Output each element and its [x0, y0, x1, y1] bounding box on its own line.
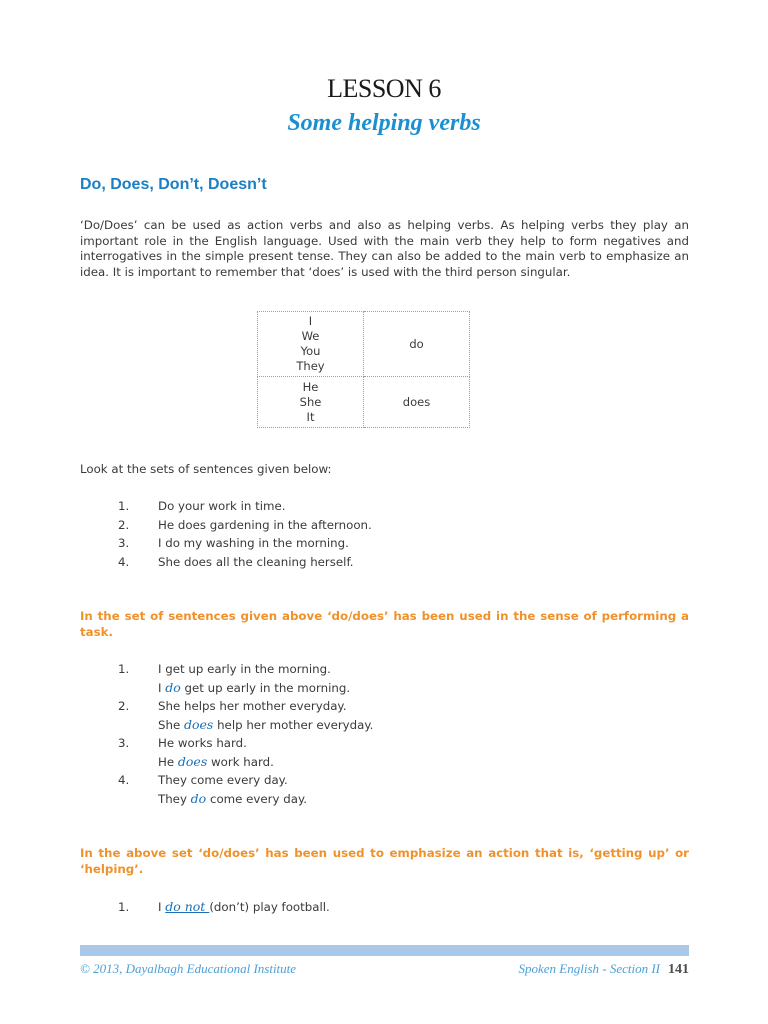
- handwritten-helper-verb: does: [177, 753, 208, 769]
- item-number: 1.: [118, 662, 130, 676]
- handwritten-helper-verb: do: [165, 679, 181, 695]
- table-row: [258, 312, 470, 377]
- text-post: come every day.: [206, 791, 308, 806]
- text-pre: I: [158, 680, 166, 695]
- text-pre: They: [158, 791, 191, 806]
- item-number: 3.: [118, 536, 130, 550]
- item-number: 2.: [118, 699, 130, 713]
- item-text: Do your work in time.: [158, 499, 286, 513]
- pronoun: They: [296, 359, 325, 373]
- item-text: She does all the cleaning herself.: [158, 554, 354, 569]
- item-text: [158, 790, 307, 809]
- item-text: He does gardening in the afternoon.: [158, 517, 372, 532]
- item-text: They come every day.: [158, 773, 288, 787]
- item-text: He works hard.: [158, 736, 247, 750]
- item-number: 2.: [118, 517, 130, 532]
- handwritten-helper-verb: do not: [165, 899, 210, 914]
- verb-cell: do: [364, 312, 470, 377]
- text-pre: I: [158, 900, 166, 914]
- item-number: 1.: [118, 900, 130, 914]
- item-text: [158, 898, 330, 917]
- text-post: get up early in the morning.: [180, 680, 351, 695]
- item-text: [158, 679, 350, 698]
- text-post: (don’t) play football.: [209, 900, 330, 914]
- text-pre: She: [158, 717, 184, 732]
- note-performing-task: In the set of sentences given above ‘do/does’ has been used in the sense of performing a task.: [80, 609, 689, 639]
- pronoun: You: [300, 344, 321, 358]
- verb-cell: does: [364, 377, 470, 428]
- item-text: [158, 753, 274, 772]
- text-post: work hard.: [207, 754, 274, 769]
- lesson-subtitle: Some helping verbs: [287, 110, 481, 136]
- footer-section: [518, 961, 689, 978]
- item-text: She helps her mother everyday.: [158, 699, 347, 713]
- pronoun-cell: [258, 312, 364, 377]
- pronoun: She: [299, 394, 322, 409]
- handwritten-helper-verb: does: [183, 716, 214, 732]
- text-post: help her mother everyday.: [213, 717, 374, 732]
- item-number: 3.: [118, 736, 130, 750]
- handwritten-helper-verb: do: [190, 790, 207, 806]
- item-text: I get up early in the morning.: [158, 662, 331, 676]
- footer-bar: [80, 945, 689, 956]
- pronoun: He: [302, 379, 319, 394]
- page-number: 141: [668, 962, 689, 977]
- note-emphasize-action: In the above set ‘do/does’ has been used to emphasize an action that is, ‘getting up’ or ‘helping’.: [80, 846, 689, 876]
- item-number: 1.: [118, 499, 130, 513]
- pronoun: I: [308, 314, 313, 328]
- item-number: 4.: [118, 554, 130, 569]
- table-row: [258, 377, 470, 428]
- item-text: [158, 716, 373, 735]
- item-number: 4.: [118, 773, 130, 787]
- section-heading: Do, Does, Don’t, Doesn’t: [80, 176, 267, 193]
- item-text: I do my washing in the morning.: [158, 536, 349, 550]
- intro-paragraph: ‘Do/Does’ can be used as action verbs and also as helping verbs. As helping verbs they play an important role in the English language. Used with the main verb they help to form negatives and interrogatives in the simple present tense. They can also be added to the main verb to emphasize an idea. It is important to remember that ‘does’ is used with the third person singular.: [80, 218, 689, 279]
- pronoun-verb-table: [257, 311, 470, 428]
- footer-copyright: © 2013, Dayalbagh Educational Institute: [80, 961, 297, 976]
- lesson-title: LESSON 6: [327, 74, 441, 103]
- pronoun: We: [301, 329, 320, 343]
- pronoun: It: [306, 409, 315, 424]
- pronoun-cell: [258, 377, 364, 428]
- footer-section-label: Spoken English - Section II: [518, 961, 660, 976]
- text-pre: He: [158, 754, 178, 769]
- list-lead: Look at the sets of sentences given below:: [80, 462, 332, 476]
